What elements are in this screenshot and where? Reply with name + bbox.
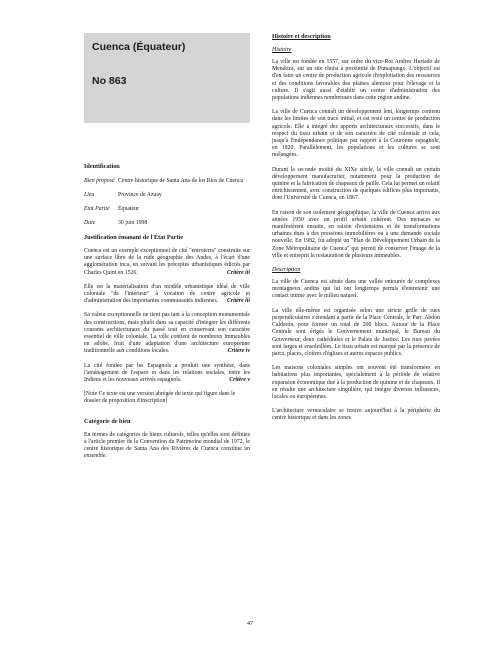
- paragraph-text: Cuenca est un exemple exceptionnel de cité "entroterra" construite sur une surface libre de la rude géographie des Andes, à l'écart d'une agglomération inca, en suivant les préceptes urbanistiques édictés par Charles Quint en 1526.: [84, 248, 250, 276]
- editorial-note: [Note Ce texte est une version abrégée du texte qui figure dans le dossier de proposition d'inscription]: [84, 391, 236, 405]
- right-column: [272, 33, 440, 430]
- meta-key: Lieu: [84, 192, 95, 198]
- description-paragraph: Les maisons coloniales simples ont souvent été transformées en habitations plus importantes, spécialement à la période de relative expansion économique due à la production de quinine et de chapeaux. Il en résulte une architecture singulière, qui intègre diverses influences, locales ou européennes.: [272, 365, 440, 400]
- meta-key: Bien proposé: [84, 178, 115, 184]
- meta-value: Province de Azuay: [118, 192, 162, 198]
- meta-row: [84, 220, 250, 227]
- meta-value: Équateur: [118, 206, 139, 212]
- meta-value: Centre historique de Santa Ana de los Rios de Cuenca: [118, 178, 244, 184]
- description-paragraph: L'architecture vernaculaire se trouve aujourd'hui à la périphérie du centre historique et dans les zones: [272, 408, 440, 422]
- description-paragraph: La ville de Cuenca est située dans une vallée entourée de complexes montagneux andins qui lui ont longtemps permis d'entretenir une contact intime avec le milieu naturel.: [272, 279, 440, 300]
- history-paragraph: Durant la seconde moitié du XIXe siècle, la ville connaît un certain développement manufacturier, notamment pour la production de quinine et la fabrication de chapeaux de paille. Cela lui permet un relatif enrichissement, avec construction de quelques édifices plus importants, dont l'Université de Cuenca, en 1867.: [272, 166, 440, 202]
- title-box: [84, 33, 250, 123]
- meta-value: 30 juin 1998: [118, 220, 148, 226]
- history-heading-text: Histoire et description: [272, 33, 331, 40]
- paragraph-text: Elle est la matérialisation d'un modèle urbanistique idéal de ville coloniale "de l'intérieur" à vocation de centre agricole et d'administration des importantes communautés indiennes.: [84, 283, 250, 305]
- site-title: Cuenca (Équateur): [92, 41, 186, 53]
- site-number: No 863: [92, 75, 127, 87]
- meta-row: [84, 206, 250, 213]
- left-column: [84, 33, 250, 467]
- criterion-label: Critère iii: [226, 298, 250, 305]
- category-text: En termes de catégories de biens culturels, telles qu'elles sont définies à l'article premier de la Convention du Patrimoine mondial de 1972, le centre historique de Santa Ana des Rivières de Cuenca constitue un: [84, 431, 250, 453]
- justification-heading: Justification émanant de l'État Partie: [84, 234, 183, 241]
- justification-paragraph: [84, 284, 250, 306]
- history-paragraph: En raison de son isolement géographique, la ville de Cuenca arriva aux années 1950 avec un profil urbain cohérent. Des menaces se manifestèrent ensuite, en raison d'extensions et de transformations urbaines dues à des pressions immobilières ou à une demande sociale nouvelle. En 1982, fut adopté un "Plan de Développement Urbain de la Zone Métropolitaine de Cuenca" qui permit de conserver l'image de la ville et entreprit la restauration de plusieurs immeubles.: [272, 209, 440, 259]
- justification-paragraph: [84, 312, 250, 355]
- category-end: .: [105, 453, 108, 460]
- paragraph-text: La cité fondée par les Espagnols a produit une synthèse, dans l'aménagement de l'espace et dans les relations sociales, entre les Indiens et les nouveaux arrivés espagnols.: [84, 362, 250, 384]
- page-number: 47: [247, 621, 253, 627]
- category-heading: Catégorie de bien: [84, 417, 131, 425]
- criterion-label: Critère iii: [226, 269, 250, 276]
- history-subheading: Histoire: [272, 47, 292, 53]
- justification-paragraph: [84, 363, 250, 385]
- category-paragraph: [84, 432, 250, 461]
- meta-row: [84, 178, 250, 185]
- meta-key: État Partie: [84, 206, 110, 212]
- description-subheading: Description: [272, 267, 301, 274]
- paragraph-text: Sa valeur exceptionnelle ne tient pas tant à la conception monumentale des constructions, mais plutôt dans sa capacité d'intégrer les différents courants architecturaux du passé tout en conservant son caractère essentiel de ville coloniale. La ville contient de nombreux immeubles en adobe, fruit d'une adaptation d'une architecture européenne traditionnelle aux conditions locales.: [84, 312, 250, 355]
- history-paragraph: La ville de Cuenca connaît un développement lent, longtemps contenu dans les limites de son tracé initial, et est resté un centre de production agricole. Elle a intégré des apports architecturaux successifs, dans le respect du tissu urbain et de son caractère de cité coloniale et cela, jusqu'à l'indépendance politique par rapport à la Couronne espagnole, en 1820. Parallèlement, les populations et les cultures se sont mélangées.: [272, 109, 440, 159]
- history-paragraph: La ville est fondée en 1557, sur ordre du vice-Roi Andres Hurtado de Mendoza, sur un site choisi à proximité de Pumapungo. L'objectif est d'en faire un centre de production agricole d'exploitation des ressources et des conditions favorables des plaines alentour pour l'élevage et la culture. Il s'agit aussi d'établir un centre d'administration des populations indiennes nombreuses dans cette région andine.: [272, 59, 440, 102]
- criterion-label: Critère v: [229, 377, 250, 384]
- category-emphasis: ensemble: [84, 453, 106, 460]
- history-heading: [272, 33, 440, 41]
- meta-key: Date: [84, 220, 96, 226]
- identification-heading: Identification: [84, 163, 120, 170]
- justification-paragraph: [84, 248, 250, 277]
- criterion-label: Critère iv: [227, 348, 250, 355]
- meta-row: [84, 192, 250, 199]
- description-paragraph: La ville elle-même est organisée selon une stricte grille de rues perpendiculaires s'étendant à partir de la Place Centrale, le Parc Abdón Calderón, pour former un total de 200 blocs. Autour de la Place Centrale sont érigés le Gouvernement municipal, le Bureau du Gouverneur, deux cathédrales et le Palais de Justice. Les rues pavées sont larges et ensoleillées. Le tissu urbain est marqué par la présence de parcs, places, cloîtres d'églises et autres espaces publics.: [272, 307, 440, 357]
- identification-table: [84, 178, 250, 227]
